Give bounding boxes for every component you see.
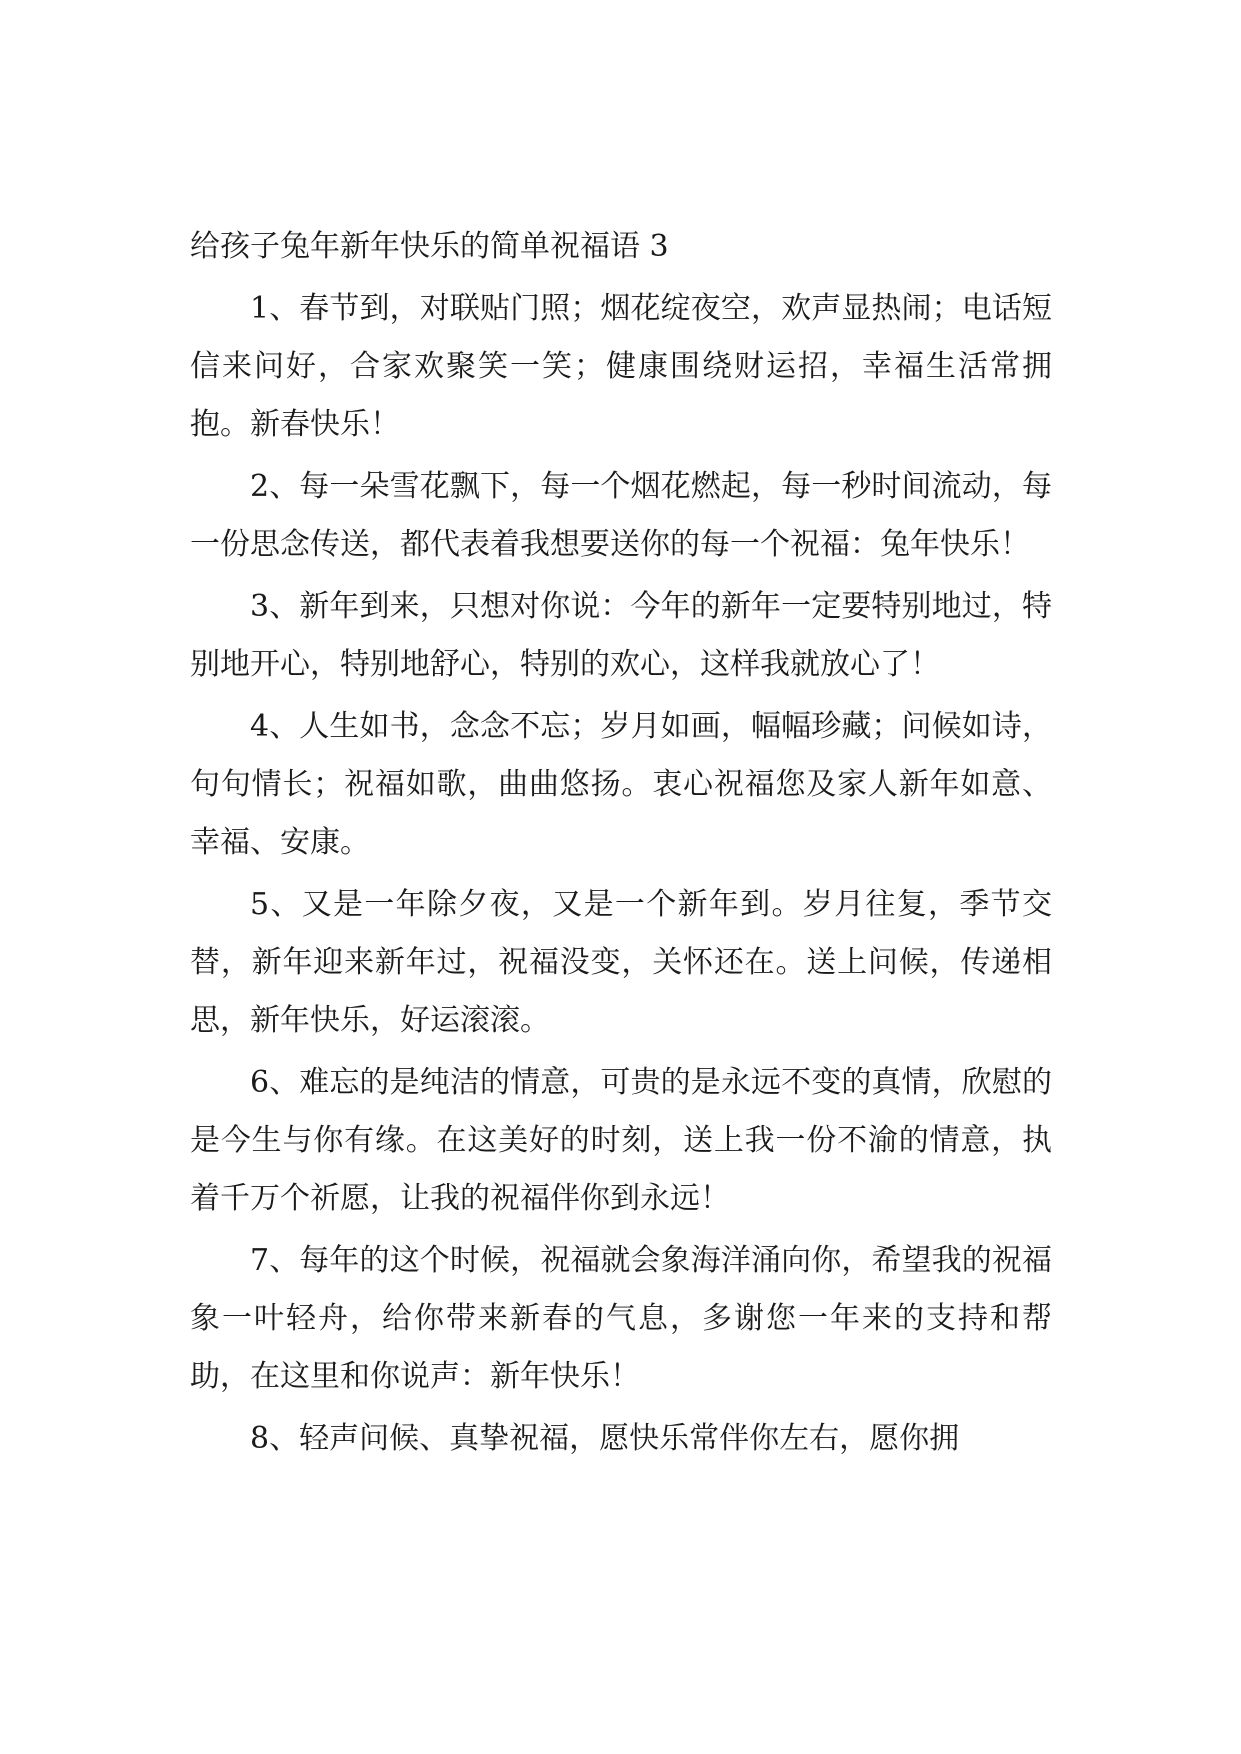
document-body bbox=[190, 218, 1052, 1472]
paragraph-8: 8、轻声问候、真挚祝福，愿快乐常伴你左右，愿你拥 bbox=[250, 1421, 960, 1456]
paragraph-3: 3、新年到来，只想对你说：今年的新年一定要特别地过，特别地开心，特别地舒心，特别的欢心，这样我就放心了！ bbox=[190, 589, 1052, 682]
paragraph-1: 1、春节到，对联贴门照；烟花绽夜空，欢声显热闹；电话短信来问好，合家欢聚笑一笑；健康围绕财运招，幸福生活常拥抱。新春快乐！ bbox=[190, 291, 1052, 442]
document-title: 给孩子兔年新年快乐的简单祝福语 3 bbox=[190, 229, 669, 264]
paragraph-4: 4、人生如书，念念不忘；岁月如画，幅幅珍藏；问候如诗，句句情长；祝福如歌，曲曲悠扬。衷心祝福您及家人新年如意、幸福、安康。 bbox=[190, 709, 1052, 860]
paragraph-2: 2、每一朵雪花飘下，每一个烟花燃起，每一秒时间流动，每一份思念传送，都代表着我想要送你的每一个祝福：兔年快乐！ bbox=[190, 469, 1052, 562]
paragraph-5: 5、又是一年除夕夜，又是一个新年到。岁月往复，季节交替，新年迎来新年过，祝福没变，关怀还在。送上问候，传递相思，新年快乐，好运滚滚。 bbox=[190, 887, 1052, 1038]
paragraph-7: 7、每年的这个时候，祝福就会象海洋涌向你，希望我的祝福象一叶轻舟，给你带来新春的气息，多谢您一年来的支持和帮助，在这里和你说声：新年快乐！ bbox=[190, 1243, 1052, 1394]
paragraph-6: 6、难忘的是纯洁的情意，可贵的是永远不变的真情，欣慰的是今生与你有缘。在这美好的时刻，送上我一份不渝的情意，执着千万个祈愿，让我的祝福伴你到永远！ bbox=[190, 1065, 1052, 1216]
